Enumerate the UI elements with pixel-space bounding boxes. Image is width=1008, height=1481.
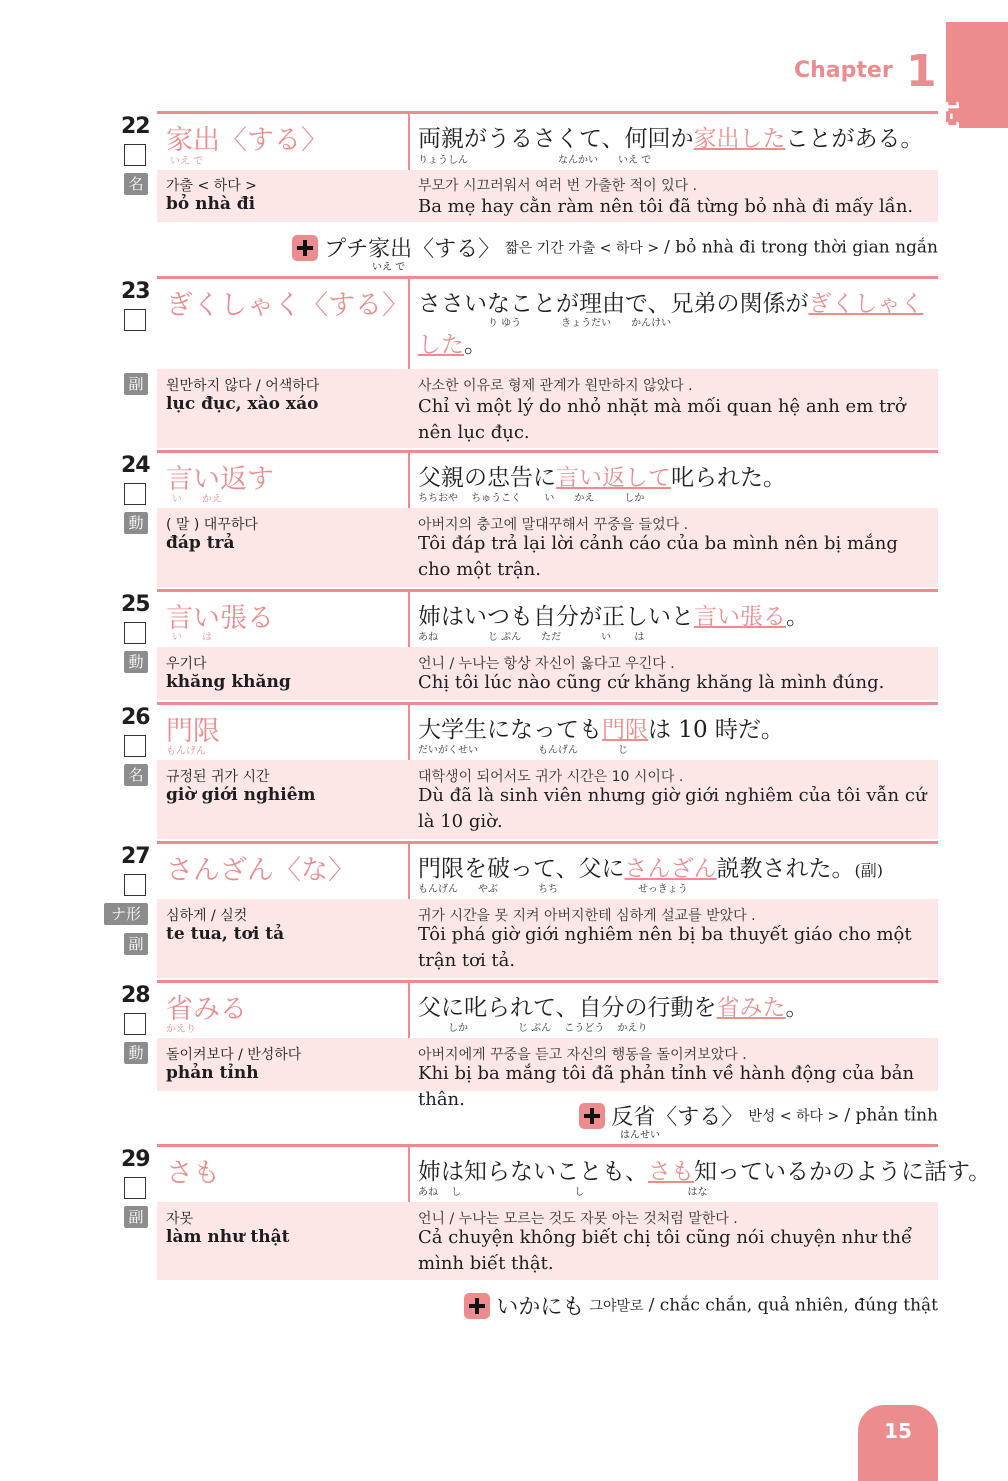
part-of-speech-badge: 副	[124, 373, 148, 395]
vietnamese-translation: Chị tôi lúc nào cũng cứ khăng khăng là mình đúng.	[418, 672, 885, 693]
headword-ruby: もんげん	[166, 746, 206, 757]
korean-translation: 아버지의 충고에 말대꾸해서 꾸중을 들었다 .	[418, 517, 689, 533]
side-range-tab	[941, 22, 1008, 158]
checkbox[interactable]	[124, 309, 146, 331]
vietnamese-meaning: khăng khăng	[166, 672, 291, 692]
headword-ruby: い は	[172, 632, 212, 643]
example-sentence: 父親の忠告に言い返して叱られた。	[418, 465, 786, 491]
sentence-ruby: り ゆう きょうだい かんけい	[418, 318, 672, 329]
korean-meaning: 심하게 / 실컷	[166, 908, 248, 924]
korean-meaning: 규정된 귀가 시간	[166, 769, 270, 785]
example-sentence: 姉は知らないことも、さも知っているかのように話す。	[418, 1159, 992, 1185]
page-number-tab	[858, 1405, 938, 1481]
headword: さんざん〈な〉	[166, 855, 355, 886]
checkbox[interactable]	[124, 622, 146, 644]
headword: ぎくしゃく〈する〉	[166, 290, 409, 321]
sentence-ruby: だいがくせい もんげん じ	[418, 745, 628, 756]
korean-meaning: 돌이켜보다 / 반성하다	[166, 1047, 302, 1063]
korean-meaning: 원만하지 않다 / 어색하다	[166, 378, 320, 394]
example-sentence: 大学生になっても門限は 10 時だ。	[418, 717, 784, 743]
headword: 言い張る	[166, 603, 274, 634]
entry-number: 28	[121, 983, 150, 1008]
part-of-speech-badge: 副	[124, 933, 148, 955]
entry-number: 23	[121, 279, 150, 304]
vietnamese-translation: Khi bị ba mắng tôi đã phản tỉnh về hành động của bản thân.	[418, 1063, 915, 1110]
vietnamese-meaning: giờ giới nghiêm	[166, 785, 316, 805]
part-of-speech-badge: 副	[124, 1206, 148, 1228]
vietnamese-meaning: làm như thật	[166, 1227, 290, 1247]
headword-ruby: かえり	[166, 1024, 196, 1035]
vietnamese-meaning: đáp trả	[166, 533, 235, 553]
plus-icon	[464, 1293, 490, 1319]
part-of-speech-badge: 名	[124, 764, 148, 786]
chapter-label: Chapter	[794, 58, 893, 83]
vietnamese-translation: Tôi phá giờ giới nghiêm nên bị ba thuyết giáo cho một trận tơi tả.	[418, 924, 912, 971]
korean-meaning: ( 말 ) 대꾸하다	[166, 517, 258, 533]
part-of-speech-badge: ナ形	[104, 903, 148, 925]
korean-translation: 귀가 시간을 못 지켜 아버지한테 심하게 설교를 받았다 .	[418, 908, 756, 924]
part-of-speech-badge: 動	[124, 512, 148, 534]
vietnamese-meaning: lục đục, xào xáo	[166, 394, 319, 414]
example-sentence: 姉はいつも自分が正しいと言い張る。	[418, 604, 809, 630]
chapter-number: 1	[906, 46, 937, 97]
example-sentence: 父に叱られて、自分の行動を省みた。	[418, 995, 809, 1021]
headword-ruby: い かえ	[172, 494, 222, 505]
sentence-ruby: あね し し はな	[418, 1187, 708, 1198]
part-of-speech-badge: 動	[124, 1042, 148, 1064]
korean-translation: 언니 / 누나는 항상 자신이 옳다고 우긴다 .	[418, 656, 675, 672]
korean-translation: 언니 / 누나는 모르는 것도 자못 아는 것처럼 말한다 .	[418, 1211, 738, 1227]
entry-number: 27	[121, 844, 150, 869]
korean-meaning: 자못	[166, 1211, 194, 1227]
vietnamese-meaning: te tua, tơi tả	[166, 924, 285, 944]
page-number: 15	[884, 1419, 912, 1443]
headword: 言い返す	[166, 464, 274, 495]
korean-meaning: 우기다	[166, 656, 207, 672]
checkbox[interactable]	[124, 1013, 146, 1035]
example-sentence: 門限を破って、父にさんざん説教された。(副)	[418, 856, 884, 882]
entry-number: 25	[121, 592, 150, 617]
example-sentence: 両親がうるさくて、何回か家出したことがある。	[418, 126, 924, 152]
korean-meaning: 가출 < 하다 >	[166, 178, 257, 194]
vietnamese-translation: Ba mẹ hay cằn ràm nên tôi đã từng bỏ nhà đi mấy lần.	[418, 196, 914, 217]
related-expression-ruby: いえ で	[372, 262, 406, 273]
example-sentence-cont: した。	[418, 332, 487, 358]
related-expression: 反省〈する〉 반성 < 하다 > / phản tỉnh	[579, 1100, 938, 1131]
checkbox[interactable]	[124, 874, 146, 896]
vietnamese-translation: Tôi đáp trả lại lời cảnh cáo của ba mình nên bị mắng cho một trận.	[418, 533, 898, 580]
sentence-ruby: もんげん やぶ ちち せっきょう	[418, 884, 688, 895]
entry-number: 22	[121, 114, 150, 139]
checkbox[interactable]	[124, 144, 146, 166]
side-range-label: 1-155	[941, 100, 962, 158]
headword: 門限	[166, 716, 220, 747]
sentence-ruby: あね じ ぶん ただ い は	[418, 632, 645, 643]
sentence-ruby: りょうしん なんかい いえ で	[418, 155, 652, 166]
vietnamese-translation: Chỉ vì một lý do nhỏ nhặt mà mối quan hệ anh em trở nên lục đục.	[418, 396, 906, 443]
example-sentence: ささいなことが理由で、兄弟の関係がぎくしゃく	[418, 291, 924, 317]
related-expression: プチ家出〈する〉 짧은 기간 가출 < 하다 > / bỏ nhà đi trong thời gian ngắn	[292, 232, 938, 263]
part-of-speech-badge: 動	[124, 651, 148, 673]
related-expression-ruby: はんせい	[620, 1130, 660, 1141]
korean-translation: 사소한 이유로 형제 관계가 원만하지 않았다 .	[418, 378, 693, 394]
checkbox[interactable]	[124, 1177, 146, 1199]
sentence-ruby: しか じ ぶん こうどう かえり	[418, 1023, 648, 1034]
korean-translation: 아버지에게 꾸중을 듣고 자신의 행동을 돌이켜보았다 .	[418, 1047, 747, 1063]
headword: 家出〈する〉	[166, 125, 328, 156]
vietnamese-translation: Dù đã là sinh viên nhưng giờ giới nghiêm của tôi vẫn cứ là 10 giờ.	[418, 785, 927, 832]
korean-translation: 대학생이 되어서도 귀가 시간은 10 시이다 .	[418, 769, 684, 785]
plus-icon	[292, 235, 318, 261]
sentence-ruby: ちちおや ちゅうこく い かえ しか	[418, 493, 645, 504]
checkbox[interactable]	[124, 735, 146, 757]
headword-ruby: いえ で	[170, 156, 204, 167]
vietnamese-meaning: bỏ nhà đi	[166, 194, 256, 214]
vietnamese-translation: Cả chuyện không biết chị tôi cũng nói chuyện như thể mình biết thật.	[418, 1227, 913, 1274]
entry-number: 26	[121, 705, 150, 730]
part-of-speech-badge: 名	[124, 173, 148, 195]
korean-translation: 부모가 시끄러워서 여러 번 가출한 적이 있다 .	[418, 178, 698, 194]
plus-icon	[579, 1103, 605, 1129]
entry-number: 29	[121, 1147, 150, 1172]
headword: 省みる	[166, 994, 247, 1025]
checkbox[interactable]	[124, 483, 146, 505]
headword: さも	[166, 1158, 220, 1189]
related-expression: いかにも 그야말로 / chắc chắn, quả nhiên, đúng thật	[464, 1290, 938, 1321]
vietnamese-meaning: phản tỉnh	[166, 1063, 259, 1083]
entry-number: 24	[121, 453, 150, 478]
